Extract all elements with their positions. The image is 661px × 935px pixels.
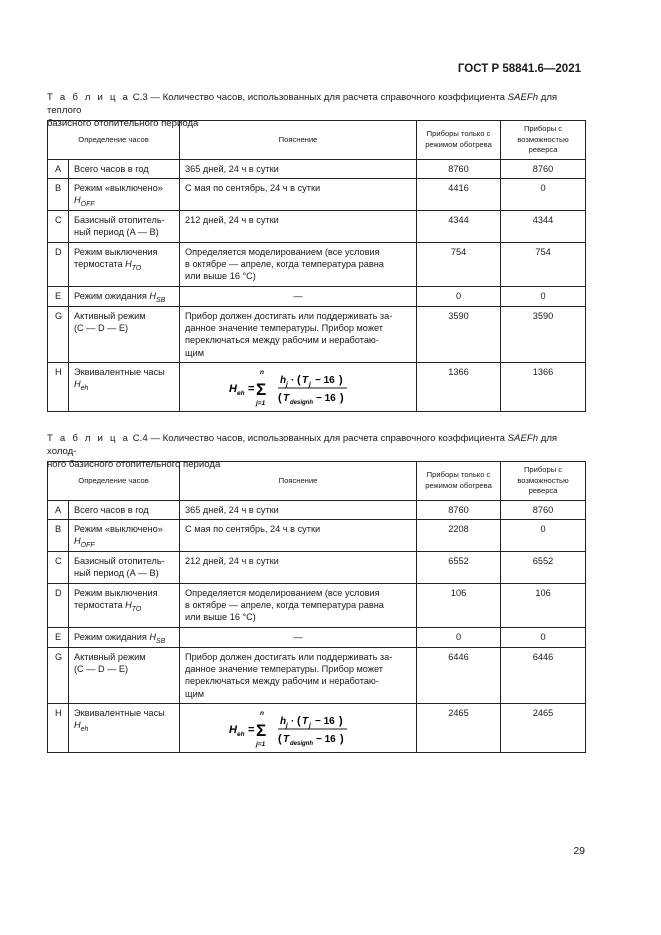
formula-num-t-sub: j <box>309 380 311 388</box>
row-reverse-value: 8760 <box>501 159 586 178</box>
explain-text: Определяется моделированием (все условия <box>185 246 380 257</box>
formula-lhs: H <box>229 723 237 736</box>
formula-lhs: H <box>229 382 237 395</box>
formula-num-h-sub: j <box>286 380 288 388</box>
formula-num-h-sub: j <box>286 721 288 729</box>
table-row <box>48 703 586 752</box>
caption-line2: базисного отопительного периода <box>47 118 199 129</box>
def-text: Режим выключения <box>74 587 158 598</box>
row-definition <box>69 210 180 242</box>
formula-num-minus16: − 16 <box>315 374 335 386</box>
formula-den-t: T <box>283 733 290 745</box>
formula-num-t: T <box>302 374 309 386</box>
def-text: Режим «выключено» <box>74 523 163 534</box>
def-text: Эквивалентные часы <box>74 366 165 377</box>
row-definition <box>69 178 180 210</box>
col-header-heat-only: Приборы только с режимом обогрева <box>417 462 501 501</box>
row-heat-value: 2465 <box>417 703 501 752</box>
row-definition <box>69 583 180 627</box>
def-subscript: TO <box>131 606 142 614</box>
def-text: Эквивалентные часы <box>74 707 165 718</box>
standard-designation: ГОСТ Р 58841.6—2021 <box>457 63 581 75</box>
def-text: термостата <box>74 600 126 611</box>
row-heat-value: 106 <box>417 583 501 627</box>
row-explanation: С мая по сентябрь, 24 ч в сутки <box>180 178 417 210</box>
sigma-symbol: Σ <box>256 379 267 399</box>
row-code: D <box>48 583 69 627</box>
explain-text: данное значение температуры. Прибор может <box>185 323 383 334</box>
equivalent-hours-formula <box>223 706 373 750</box>
def-subscript: OFF <box>80 542 95 550</box>
row-code: E <box>48 286 69 306</box>
formula-paren: ) <box>339 373 343 386</box>
formula-paren: ) <box>339 714 343 727</box>
explain-text: в октябре — апреле, когда температура равна <box>185 600 384 611</box>
row-heat-value: 4416 <box>417 178 501 210</box>
table-number: C.4 <box>132 433 148 444</box>
row-heat-value: 2208 <box>417 519 501 551</box>
def-symbol: H <box>74 379 81 390</box>
def-text: (C — D — E) <box>74 323 129 334</box>
row-explanation: — <box>180 286 417 306</box>
table-row <box>48 647 586 703</box>
def-text: термостата <box>74 259 126 270</box>
table-row <box>48 306 586 362</box>
table-c3 <box>47 120 586 412</box>
formula-sum-upper: n <box>260 368 264 376</box>
row-explanation: — <box>180 627 417 647</box>
row-reverse-value: 0 <box>501 178 586 210</box>
row-reverse-value: 106 <box>501 583 586 627</box>
def-text: Режим выключения <box>74 246 158 257</box>
table-row <box>48 178 586 210</box>
row-code: H <box>48 362 69 411</box>
def-text: ный период (A — B) <box>74 227 159 238</box>
row-code: G <box>48 306 69 362</box>
table-c4 <box>47 461 586 753</box>
formula-num-dot: · <box>291 715 295 727</box>
col-header-definition: Определение часов <box>48 121 180 160</box>
col-header-explanation: Пояснение <box>180 462 417 501</box>
row-explanation <box>180 647 417 703</box>
formula-equals: = <box>248 723 255 736</box>
table-row <box>48 242 586 286</box>
explain-text: данное значение температуры. Прибор может <box>185 664 383 675</box>
row-reverse-value: 0 <box>501 519 586 551</box>
explain-text: переключаться между рабочим и неработаю- <box>185 335 379 346</box>
row-code: A <box>48 159 69 178</box>
table-row <box>48 159 586 178</box>
caption-text-end: для теплого <box>47 92 558 116</box>
formula-den-t: T <box>283 392 290 404</box>
row-reverse-value: 8760 <box>501 500 586 519</box>
def-subscript: eh <box>80 726 89 734</box>
row-heat-value: 754 <box>417 242 501 286</box>
row-code: C <box>48 551 69 583</box>
row-explanation <box>180 306 417 362</box>
row-code: B <box>48 519 69 551</box>
row-heat-value: 6552 <box>417 551 501 583</box>
formula-den-t-sub: designh <box>290 399 314 406</box>
explain-text: переключаться между рабочим и неработаю- <box>185 676 379 687</box>
row-reverse-value: 1366 <box>501 362 586 411</box>
caption-text-end: для холод- <box>47 433 558 457</box>
row-explanation <box>180 242 417 286</box>
def-symbol: H <box>149 290 157 301</box>
row-reverse-value: 6552 <box>501 551 586 583</box>
def-text: Активный режим <box>74 310 146 321</box>
table-row <box>48 583 586 627</box>
formula-num-t: T <box>302 715 309 727</box>
table-row <box>48 551 586 583</box>
explain-text: Определяется моделированием (все условия <box>185 587 380 598</box>
row-code: E <box>48 627 69 647</box>
formula-num-h: h <box>280 374 287 386</box>
def-subscript: OFF <box>80 201 95 209</box>
row-explanation <box>180 583 417 627</box>
explain-text: щим <box>185 347 205 358</box>
table-row <box>48 362 586 411</box>
def-text: Базисный отопитель- <box>74 555 165 566</box>
row-explanation: С мая по сентябрь, 24 ч в сутки <box>180 519 417 551</box>
formula-paren: ( <box>278 391 282 404</box>
def-text: Режим «выключено» <box>74 182 163 193</box>
formula-lhs-sub: eh <box>237 389 245 397</box>
formula-num-t-sub: j <box>309 721 311 729</box>
row-heat-value: 1366 <box>417 362 501 411</box>
row-definition <box>69 647 180 703</box>
caption-italic: SAEFh <box>507 92 539 103</box>
row-reverse-value: 0 <box>501 286 586 306</box>
explain-text: щим <box>185 688 205 699</box>
formula-cell <box>180 362 417 411</box>
page-number: 29 <box>573 845 585 857</box>
formula-den-t-sub: designh <box>290 740 314 747</box>
row-definition <box>69 703 180 752</box>
row-definition <box>69 242 180 286</box>
table-header-row <box>48 121 586 160</box>
formula-paren: ( <box>297 373 301 386</box>
table-label: Т а б л и ц а <box>47 92 131 103</box>
def-text: ный период (A — B) <box>74 568 159 579</box>
row-code: D <box>48 242 69 286</box>
row-reverse-value: 4344 <box>501 210 586 242</box>
explain-text: в октябре — апреле, когда температура равна <box>185 259 384 270</box>
col-header-reversible: Приборы с возможностью реверса <box>501 462 586 501</box>
def-text: (C — D — E) <box>74 664 129 675</box>
row-heat-value: 0 <box>417 286 501 306</box>
formula-equals: = <box>248 382 255 395</box>
formula-sum-lower: j=1 <box>256 399 266 407</box>
formula-sum-lower: j=1 <box>256 740 266 748</box>
def-text: Активный режим <box>74 651 146 662</box>
row-reverse-value: 2465 <box>501 703 586 752</box>
table-row <box>48 286 586 306</box>
table-row <box>48 500 586 519</box>
col-header-reversible: Приборы с возможностью реверса <box>501 121 586 160</box>
row-reverse-value: 0 <box>501 627 586 647</box>
row-heat-value: 3590 <box>417 306 501 362</box>
caption-line2: ного базисного отопительного периода <box>47 459 221 470</box>
formula-paren: ( <box>297 714 301 727</box>
table-label: Т а б л и ц а <box>47 433 131 444</box>
def-symbol: H <box>74 195 81 206</box>
def-subscript: TO <box>131 265 142 273</box>
formula-num-dot: · <box>291 374 295 386</box>
table-row <box>48 627 586 647</box>
def-text: Режим ожидания <box>74 290 150 301</box>
formula-sum-upper: n <box>260 709 264 717</box>
def-subscript: SB <box>156 296 166 304</box>
row-reverse-value: 754 <box>501 242 586 286</box>
formula-paren: ) <box>340 391 344 404</box>
row-code: G <box>48 647 69 703</box>
explain-text: Прибор должен достигать или поддерживать за- <box>185 651 393 662</box>
row-definition: Всего часов в год <box>69 500 180 519</box>
def-symbol: H <box>125 600 132 611</box>
def-text: Режим ожидания <box>74 631 150 642</box>
formula-den-minus16: − 16 <box>316 392 336 404</box>
col-header-heat-only: Приборы только с режимом обогрева <box>417 121 501 160</box>
row-heat-value: 0 <box>417 627 501 647</box>
table-row <box>48 519 586 551</box>
caption-text: — Количество часов, использованных для расчета справочного коэффициента <box>147 433 508 444</box>
formula-num-minus16: − 16 <box>315 715 335 727</box>
row-code: C <box>48 210 69 242</box>
def-symbol: H <box>74 720 81 731</box>
row-code: H <box>48 703 69 752</box>
row-explanation: 212 дней, 24 ч в сутки <box>180 551 417 583</box>
sigma-symbol: Σ <box>256 720 267 740</box>
row-explanation: 365 дней, 24 ч в сутки <box>180 159 417 178</box>
row-definition <box>69 627 180 647</box>
equivalent-hours-formula <box>223 365 373 409</box>
row-code: B <box>48 178 69 210</box>
formula-num-h: h <box>280 715 287 727</box>
row-heat-value: 8760 <box>417 159 501 178</box>
table-row <box>48 210 586 242</box>
row-explanation: 212 дней, 24 ч в сутки <box>180 210 417 242</box>
formula-cell <box>180 703 417 752</box>
row-definition <box>69 306 180 362</box>
row-heat-value: 6446 <box>417 647 501 703</box>
row-definition <box>69 362 180 411</box>
col-header-explanation: Пояснение <box>180 121 417 160</box>
def-subscript: eh <box>80 385 89 393</box>
col-header-definition: Определение часов <box>48 462 180 501</box>
table-number: C.3 <box>132 92 148 103</box>
row-heat-value: 8760 <box>417 500 501 519</box>
row-definition <box>69 286 180 306</box>
row-explanation: 365 дней, 24 ч в сутки <box>180 500 417 519</box>
explain-text: или выше 16 °C) <box>185 612 256 623</box>
def-symbol: H <box>125 259 132 270</box>
formula-lhs-sub: eh <box>237 730 245 738</box>
row-definition <box>69 551 180 583</box>
caption-text: — Количество часов, использованных для расчета справочного коэффициента <box>147 92 508 103</box>
def-subscript: SB <box>156 637 166 645</box>
table-header-row <box>48 462 586 501</box>
row-definition <box>69 519 180 551</box>
row-definition: Всего часов в год <box>69 159 180 178</box>
formula-paren: ) <box>340 732 344 745</box>
def-symbol: H <box>74 536 81 547</box>
def-symbol: H <box>149 631 157 642</box>
formula-paren: ( <box>278 732 282 745</box>
formula-den-minus16: − 16 <box>316 733 336 745</box>
def-text: Базисный отопитель- <box>74 214 165 225</box>
explain-text: Прибор должен достигать или поддерживать за- <box>185 310 393 321</box>
row-reverse-value: 6446 <box>501 647 586 703</box>
explain-text: или выше 16 °C) <box>185 271 256 282</box>
row-heat-value: 4344 <box>417 210 501 242</box>
row-code: A <box>48 500 69 519</box>
caption-italic: SAEFh <box>507 433 539 444</box>
row-reverse-value: 3590 <box>501 306 586 362</box>
